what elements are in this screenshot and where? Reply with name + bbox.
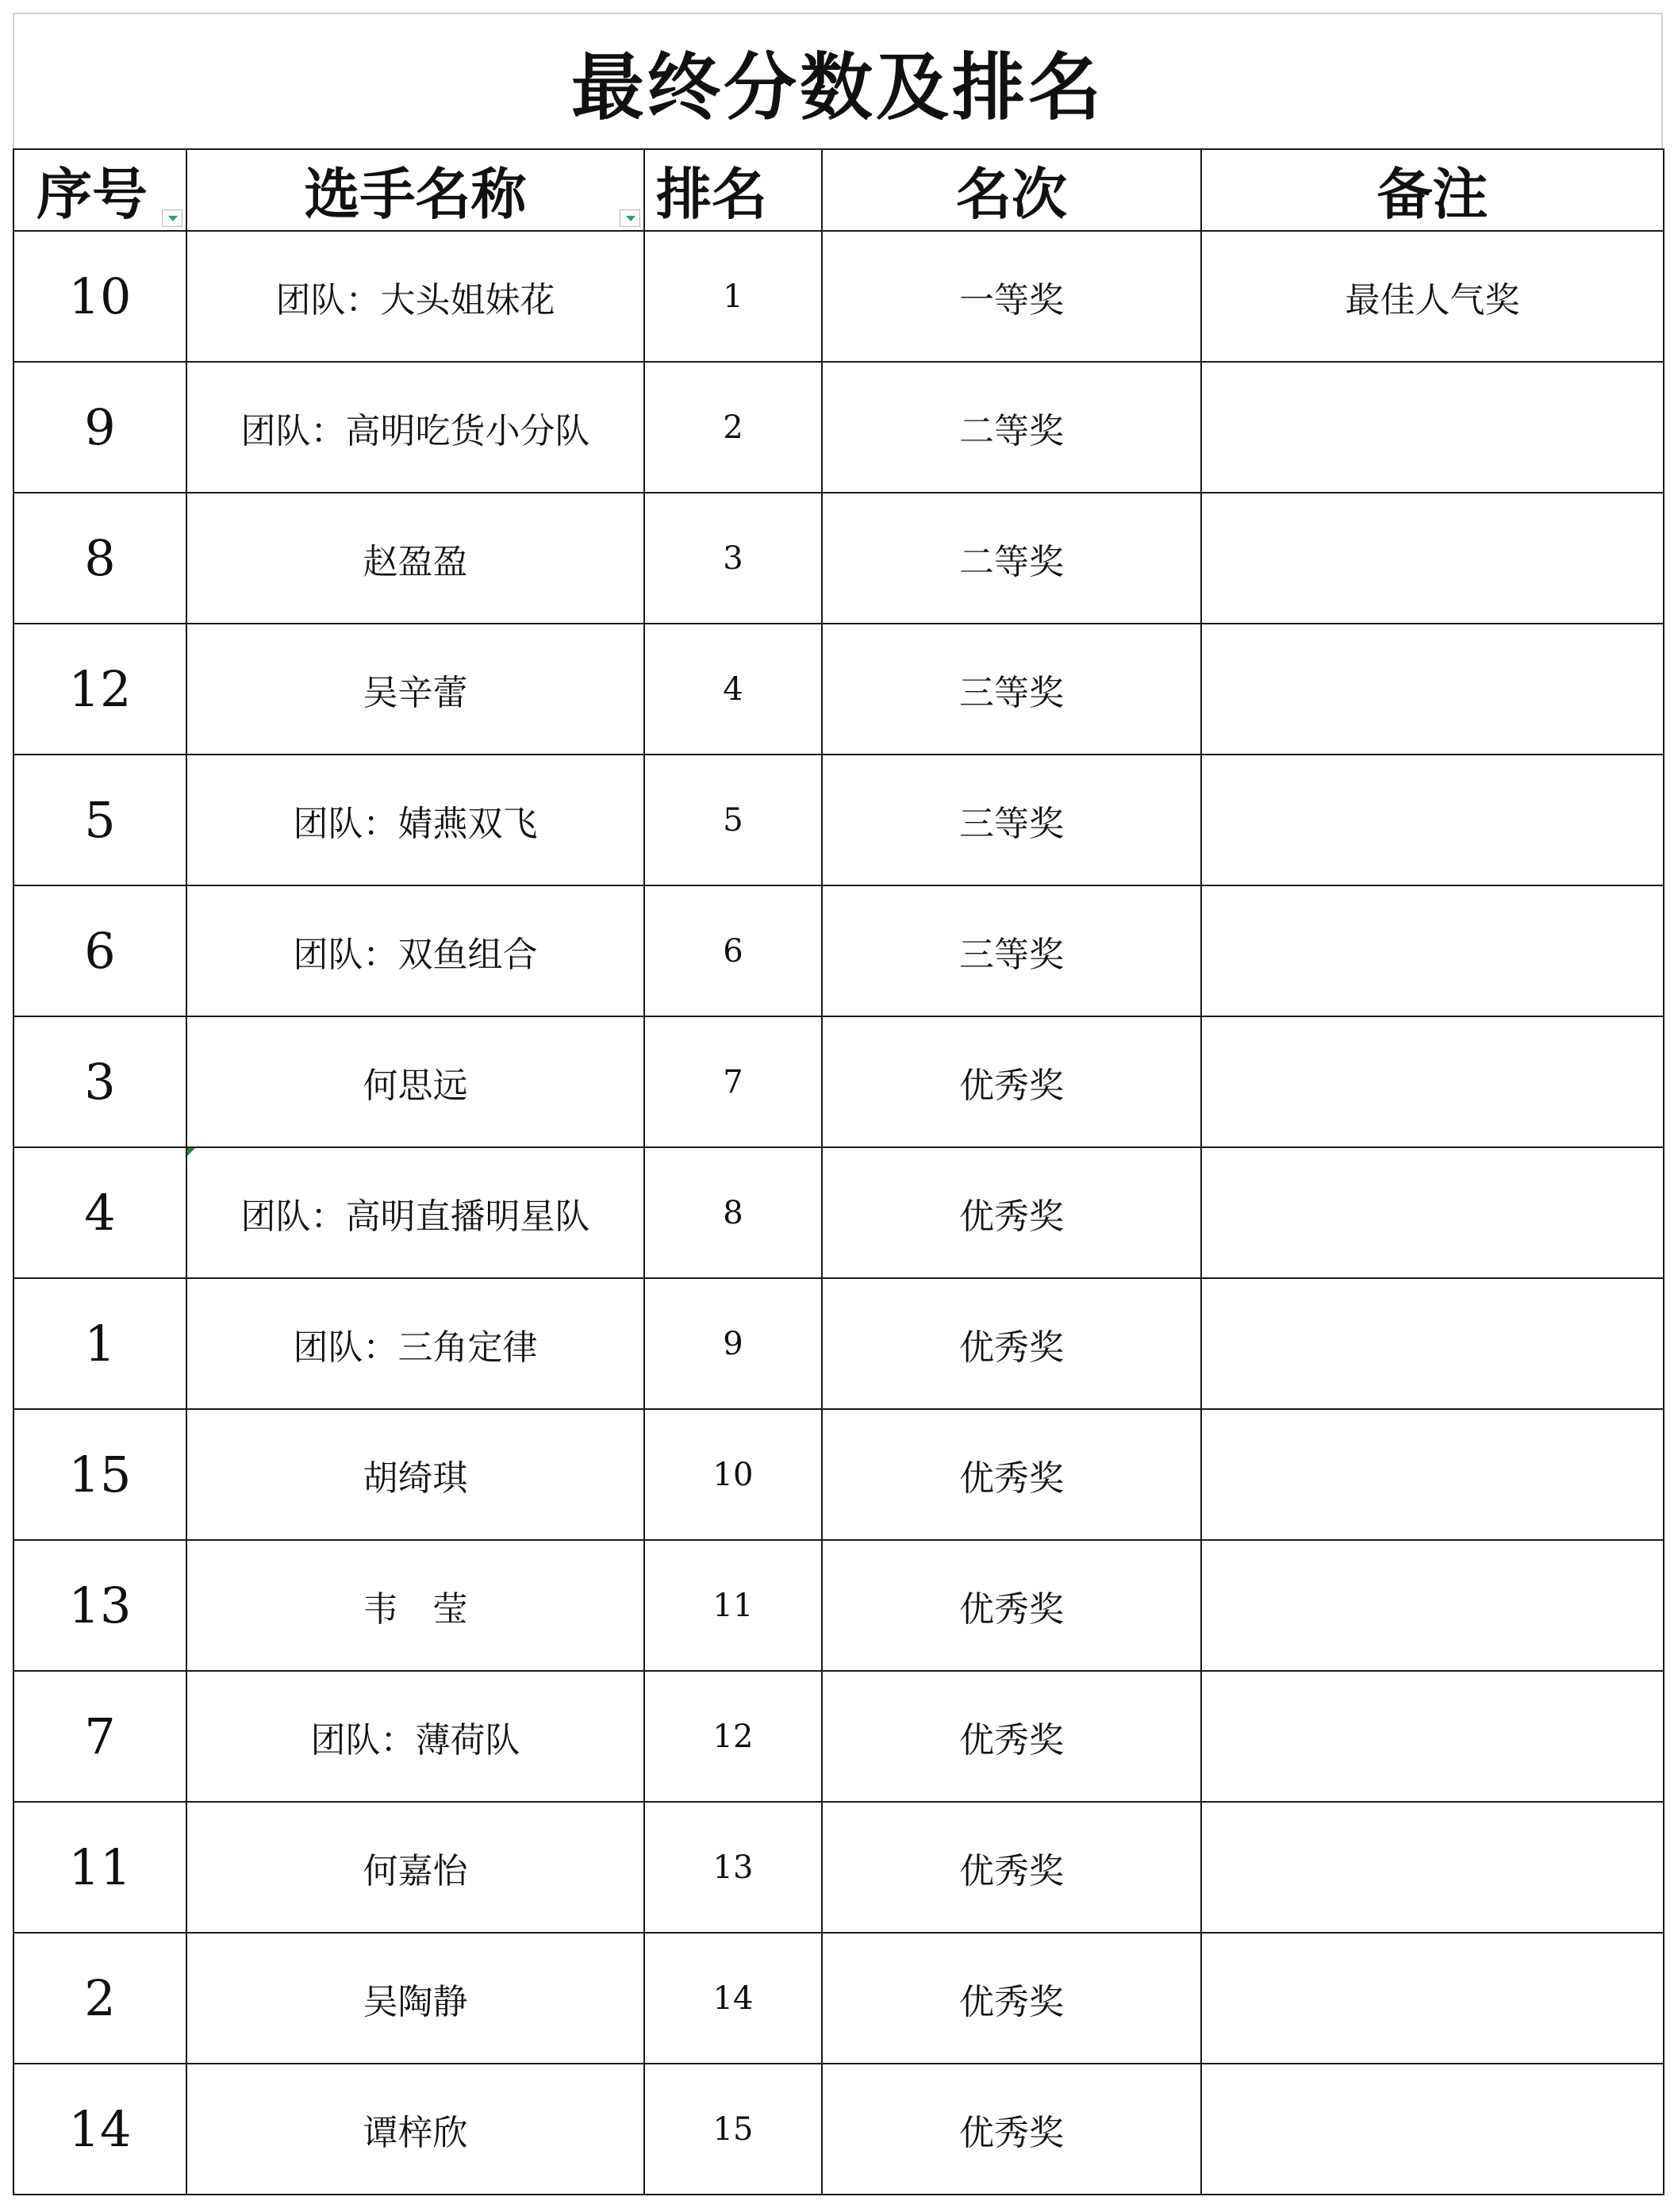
seq-cell[interactable]: 3 <box>13 1016 186 1147</box>
name-cell[interactable]: 何嘉怡 <box>186 1802 644 1933</box>
table-row <box>13 1409 1664 1540</box>
cell-marker-icon <box>187 1148 195 1156</box>
table-row <box>13 362 1664 493</box>
note-cell[interactable] <box>1201 1147 1664 1278</box>
name-cell[interactable]: 吴陶静 <box>186 1933 644 2064</box>
seq-cell[interactable]: 8 <box>13 493 186 624</box>
note-cell[interactable]: 最佳人气奖 <box>1201 231 1664 362</box>
page-title: 最终分数及排名 <box>570 44 1104 130</box>
table-row <box>13 2064 1664 2195</box>
note-cell[interactable] <box>1201 2064 1664 2195</box>
award-cell[interactable]: 优秀奖 <box>822 2064 1201 2195</box>
table-row <box>13 231 1664 362</box>
title-cell[interactable] <box>13 13 1663 148</box>
note-cell[interactable] <box>1201 1933 1664 2064</box>
header-seq-label: 序号 <box>36 162 148 227</box>
note-cell[interactable] <box>1201 1016 1664 1147</box>
header-award-label: 名次 <box>956 162 1067 227</box>
award-cell[interactable]: 优秀奖 <box>822 1409 1201 1540</box>
name-cell[interactable]: 赵盈盈 <box>186 493 644 624</box>
header-row <box>13 149 1664 231</box>
table-row <box>13 1540 1664 1671</box>
name-cell[interactable]: 团队：双鱼组合 <box>186 885 644 1016</box>
note-cell[interactable] <box>1201 1278 1664 1409</box>
name-cell[interactable]: 吴辛蕾 <box>186 624 644 755</box>
note-cell[interactable] <box>1201 1671 1664 1802</box>
rank-cell[interactable]: 2 <box>644 362 822 493</box>
rank-cell[interactable]: 11 <box>644 1540 822 1671</box>
seq-cell[interactable]: 4 <box>13 1147 186 1278</box>
rank-cell[interactable]: 1 <box>644 231 822 362</box>
award-cell[interactable]: 二等奖 <box>822 493 1201 624</box>
table-row <box>13 1802 1664 1933</box>
seq-cell[interactable]: 12 <box>13 624 186 755</box>
award-cell[interactable]: 优秀奖 <box>822 1540 1201 1671</box>
table-row <box>13 1933 1664 2064</box>
award-cell[interactable]: 三等奖 <box>822 624 1201 755</box>
spreadsheet <box>13 13 1663 2195</box>
award-cell[interactable]: 优秀奖 <box>822 1278 1201 1409</box>
rank-cell[interactable]: 7 <box>644 1016 822 1147</box>
seq-cell[interactable]: 13 <box>13 1540 186 1671</box>
header-award[interactable] <box>822 149 1201 231</box>
award-cell[interactable]: 优秀奖 <box>822 1671 1201 1802</box>
ranking-table <box>13 148 1664 2195</box>
name-cell[interactable]: 韦 莹 <box>186 1540 644 1671</box>
table-row <box>13 1147 1664 1278</box>
note-cell[interactable] <box>1201 493 1664 624</box>
rank-cell[interactable]: 12 <box>644 1671 822 1802</box>
filter-dropdown-icon[interactable] <box>620 209 640 227</box>
award-cell[interactable]: 三等奖 <box>822 755 1201 885</box>
seq-cell[interactable]: 9 <box>13 362 186 493</box>
rank-cell[interactable]: 15 <box>644 2064 822 2195</box>
award-cell[interactable]: 优秀奖 <box>822 1933 1201 2064</box>
name-cell[interactable]: 团队：薄荷队 <box>186 1671 644 1802</box>
filter-dropdown-icon[interactable] <box>162 209 182 227</box>
name-cell[interactable]: 团队：三角定律 <box>186 1278 644 1409</box>
name-cell[interactable]: 胡绮琪 <box>186 1409 644 1540</box>
note-cell[interactable] <box>1201 1802 1664 1933</box>
table-body <box>13 231 1664 2195</box>
table-row <box>13 1671 1664 1802</box>
name-cell[interactable]: 谭梓欣 <box>186 2064 644 2195</box>
table-row <box>13 885 1664 1016</box>
seq-cell[interactable]: 5 <box>13 755 186 885</box>
header-seq[interactable] <box>13 149 186 231</box>
award-cell[interactable]: 二等奖 <box>822 362 1201 493</box>
seq-cell[interactable]: 14 <box>13 2064 186 2195</box>
note-cell[interactable] <box>1201 1409 1664 1540</box>
note-cell[interactable] <box>1201 755 1664 885</box>
name-cell[interactable]: 团队：大头姐妹花 <box>186 231 644 362</box>
seq-cell[interactable]: 11 <box>13 1802 186 1933</box>
award-cell[interactable]: 优秀奖 <box>822 1016 1201 1147</box>
note-cell[interactable] <box>1201 624 1664 755</box>
seq-cell[interactable]: 1 <box>13 1278 186 1409</box>
rank-cell[interactable]: 4 <box>644 624 822 755</box>
table-row <box>13 1278 1664 1409</box>
note-cell[interactable] <box>1201 885 1664 1016</box>
award-cell[interactable]: 优秀奖 <box>822 1802 1201 1933</box>
header-rank-label: 排名 <box>656 162 767 227</box>
rank-cell[interactable]: 6 <box>644 885 822 1016</box>
rank-cell[interactable]: 8 <box>644 1147 822 1278</box>
header-name[interactable] <box>186 149 644 231</box>
seq-cell[interactable]: 7 <box>13 1671 186 1802</box>
award-cell[interactable]: 三等奖 <box>822 885 1201 1016</box>
name-cell[interactable]: 团队：高明直播明星队 <box>186 1147 644 1278</box>
table-row <box>13 755 1664 885</box>
note-cell[interactable] <box>1201 362 1664 493</box>
table-row <box>13 493 1664 624</box>
seq-cell[interactable]: 2 <box>13 1933 186 2064</box>
rank-cell[interactable]: 14 <box>644 1933 822 2064</box>
seq-cell[interactable]: 6 <box>13 885 186 1016</box>
seq-cell[interactable]: 15 <box>13 1409 186 1540</box>
name-cell[interactable]: 团队：婧燕双飞 <box>186 755 644 885</box>
rank-cell[interactable]: 13 <box>644 1802 822 1933</box>
header-rank[interactable] <box>644 149 822 231</box>
header-note[interactable] <box>1201 149 1664 231</box>
name-cell[interactable]: 何思远 <box>186 1016 644 1147</box>
table-row <box>13 624 1664 755</box>
rank-cell[interactable]: 3 <box>644 493 822 624</box>
name-cell[interactable]: 团队：高明吃货小分队 <box>186 362 644 493</box>
seq-cell[interactable]: 10 <box>13 231 186 362</box>
note-cell[interactable] <box>1201 1540 1664 1671</box>
rank-cell[interactable]: 10 <box>644 1409 822 1540</box>
award-cell[interactable]: 优秀奖 <box>822 1147 1201 1278</box>
header-name-label: 选手名称 <box>304 162 527 227</box>
table-row <box>13 1016 1664 1147</box>
award-cell[interactable]: 一等奖 <box>822 231 1201 362</box>
header-note-label: 备注 <box>1376 162 1488 227</box>
rank-cell[interactable]: 5 <box>644 755 822 885</box>
rank-cell[interactable]: 9 <box>644 1278 822 1409</box>
